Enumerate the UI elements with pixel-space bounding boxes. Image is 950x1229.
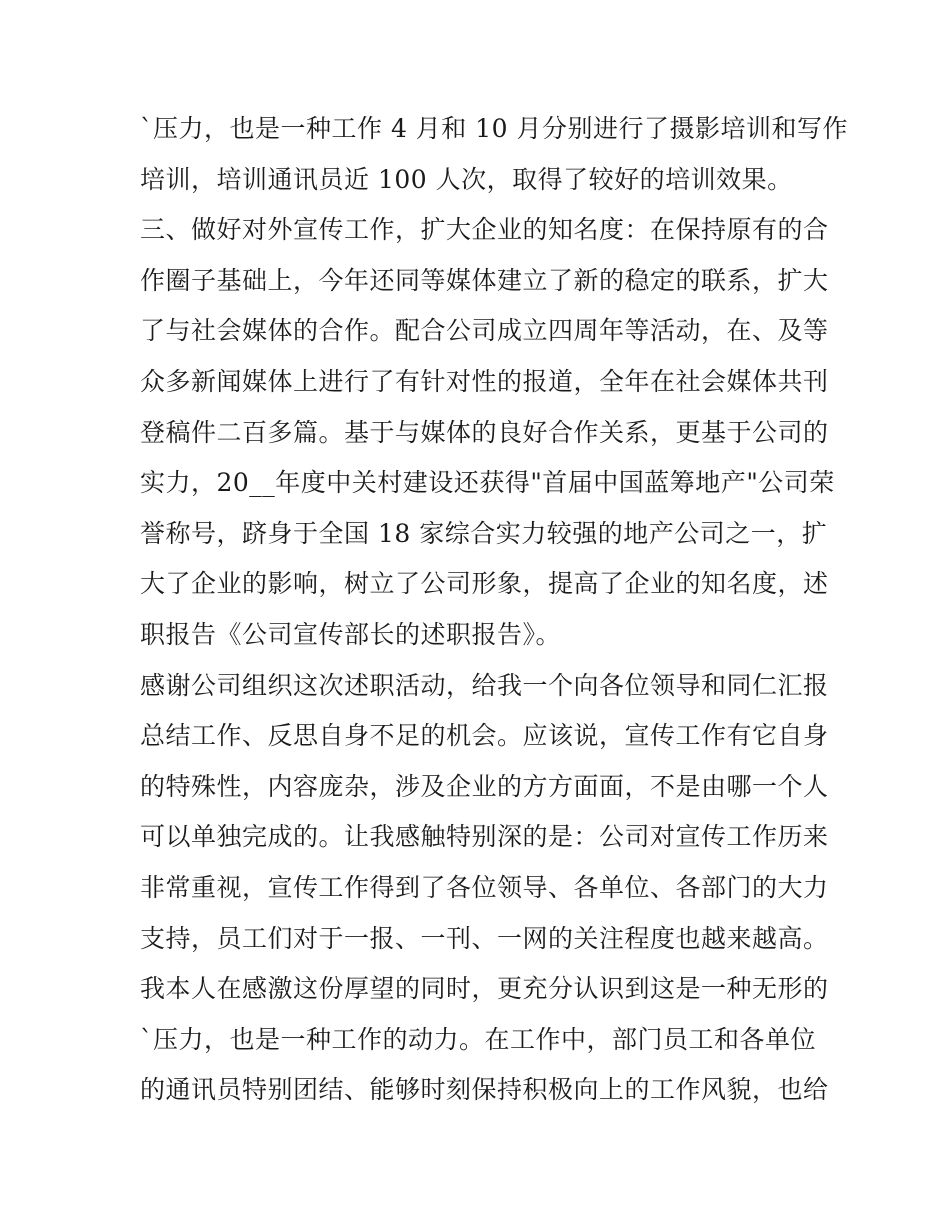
document-body bbox=[140, 104, 849, 1116]
text-line: 非常重视，宣传工作得到了各位领导、各单位、各部门的大力 bbox=[140, 872, 829, 902]
text-line: 职报告《公司宣传部长的述职报告》。 bbox=[140, 619, 562, 649]
text-line: 的特殊性，内容庞杂，涉及企业的方方面面，不是由哪一个人 bbox=[140, 771, 829, 801]
text-line: 支持，员工们对于一报、一刊、一网的关注程度也越来越高。 bbox=[140, 923, 829, 953]
text-line: 感谢公司组织这次述职活动，给我一个向各位领导和同仁汇报 bbox=[140, 670, 829, 700]
text-line: 三、做好对外宣传工作，扩大企业的知名度：在保持原有的合 bbox=[140, 215, 829, 245]
text-line: 总结工作、反思自身不足的机会。应该说，宣传工作有它自身 bbox=[140, 721, 829, 751]
text-line: 我本人在感激这份厚望的同时，更充分认识到这是一种无形的 bbox=[140, 974, 829, 1004]
text-line: 作圈子基础上，今年还同等媒体建立了新的稳定的联系，扩大 bbox=[140, 265, 829, 295]
text-line: 实力，20__年度中关村建设还获得"首届中国蓝筹地产"公司荣 bbox=[140, 468, 835, 498]
text-line: 誉称号，跻身于全国 18 家综合实力较强的地产公司之一，扩 bbox=[140, 518, 828, 548]
text-line: 可以单独完成的。让我感触特别深的是：公司对宣传工作历来 bbox=[140, 822, 829, 852]
text-line: 的通讯员特别团结、能够时刻保持积极向上的工作风貌，也给 bbox=[140, 1075, 829, 1105]
text-line: 登稿件二百多篇。基于与媒体的良好合作关系，更基于公司的 bbox=[140, 417, 829, 447]
text-line: `压力，也是一种工作 4 月和 10 月分别进行了摄影培训和写作 bbox=[140, 114, 849, 143]
text-line: 培训，培训通讯员近 100 人次，取得了较好的培训效果。 bbox=[140, 164, 793, 194]
text-line: 大了企业的影响，树立了公司形象，提高了企业的知名度，述 bbox=[140, 569, 829, 599]
text-line: 众多新闻媒体上进行了有针对性的报道，全年在社会媒体共刊 bbox=[140, 366, 829, 396]
text-line: 了与社会媒体的合作。配合公司成立四周年等活动，在、及等 bbox=[140, 316, 829, 346]
text-line: `压力，也是一种工作的动力。在工作中，部门员工和各单位 bbox=[140, 1024, 817, 1054]
